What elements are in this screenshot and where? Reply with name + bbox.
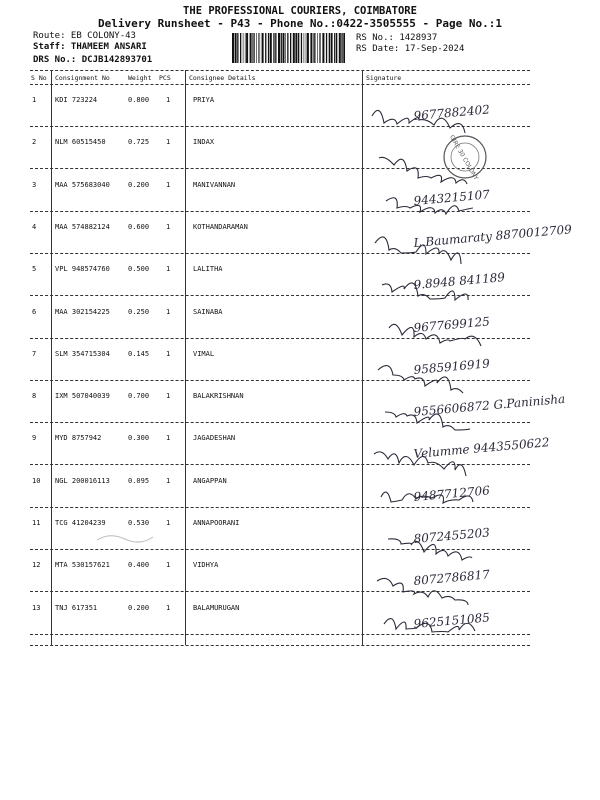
rs-date: RS Date: 17-Sep-2024 — [356, 44, 465, 54]
row-consignee-name: LALITHA — [193, 265, 223, 274]
row-weight: 0.800 — [128, 96, 150, 104]
signature-phone: 9677699125 — [413, 313, 491, 335]
row-serial: 6 — [32, 307, 37, 316]
barcode-bar — [293, 33, 295, 63]
row-pcs: 1 — [166, 307, 171, 316]
barcode-bar — [250, 33, 252, 63]
barcode-bar — [331, 33, 333, 63]
barcode-bar — [317, 33, 318, 63]
barcode-bar — [285, 33, 286, 63]
barcode-bar — [243, 33, 244, 63]
signature-phone: Velumme 9443550622 — [413, 435, 551, 462]
barcode-bar — [307, 33, 309, 63]
signature-phone: 9625151085 — [413, 609, 491, 631]
barcode-bar — [313, 33, 314, 63]
row-serial: 9 — [32, 434, 37, 443]
signature-mark — [366, 588, 600, 650]
row-consignment-no: IXM 507040039 — [55, 392, 110, 401]
barcode-bar — [310, 33, 312, 63]
row-consignee-name: MANIVANNAN — [193, 180, 236, 189]
row-consignment-no: MAA 575683040 — [55, 180, 110, 189]
col-divider — [362, 70, 363, 645]
barcode-bar — [237, 33, 238, 63]
barcode-bar — [301, 33, 302, 63]
row-consignee-name: ANGAPPAN — [193, 476, 227, 485]
route-label: Route: EB COLONY-43 — [33, 31, 136, 41]
row-serial: 7 — [32, 349, 37, 358]
col-divider — [51, 70, 52, 645]
barcode-image — [232, 33, 345, 63]
barcode-bar — [245, 33, 246, 63]
signature-phone: 9443215107 — [413, 186, 491, 208]
col-divider — [185, 70, 186, 645]
barcode-bar — [262, 33, 264, 63]
row-pcs: 1 — [166, 138, 171, 147]
row-serial: 12 — [32, 561, 41, 570]
rs-number: RS No.: 1428937 — [356, 33, 438, 43]
row-pcs: 1 — [166, 180, 171, 189]
barcode-bar — [329, 33, 330, 63]
barcode-bar — [304, 33, 305, 63]
row-consignee-name: ANNAPOORANI — [193, 519, 240, 527]
barcode-bar — [265, 33, 266, 63]
col-header-consignment: Consignment No — [55, 74, 110, 82]
table-top-rule — [30, 70, 530, 71]
barcode-bar — [235, 33, 237, 63]
row-consignment-no: SLM 354715304 — [55, 349, 110, 358]
row-weight: 0.700 — [128, 392, 150, 401]
row-weight: 0.200 — [128, 603, 150, 612]
barcode-bar — [273, 33, 274, 63]
row-weight: 0.530 — [128, 519, 150, 527]
row-serial: 10 — [32, 476, 41, 485]
row-consignee-name: INDAX — [193, 138, 215, 147]
barcode-bar — [270, 33, 272, 63]
row-pcs: 1 — [166, 561, 171, 570]
staff-label: Staff: THAMEEM ANSARI — [33, 42, 147, 52]
col-header-signature: Signature — [366, 74, 402, 82]
row-serial: 1 — [32, 96, 37, 104]
round-stamp — [440, 132, 490, 182]
barcode-bar — [256, 33, 257, 63]
row-pcs: 1 — [166, 603, 171, 612]
row-consignment-no: MYD 8757942 — [55, 434, 102, 443]
smudge-mark — [95, 530, 155, 548]
col-header-pcs: PCS — [159, 74, 171, 82]
row-consignment-no: NLM 60515450 — [55, 138, 106, 147]
barcode-bar — [278, 33, 280, 63]
row-pcs: 1 — [166, 222, 171, 231]
col-header-weight: Weight — [128, 74, 152, 82]
row-consignee-name: BALAMURUGAN — [193, 603, 240, 612]
barcode-bar — [290, 33, 291, 63]
signature-phone: 8072786817 — [413, 567, 491, 589]
barcode-bar — [283, 33, 285, 63]
barcode-bar — [232, 33, 234, 63]
drs-number: DRS No.: DCJB142893701 — [33, 55, 153, 65]
row-serial: 2 — [32, 138, 37, 147]
row-pcs: 1 — [166, 476, 171, 485]
barcode-bar — [343, 33, 345, 63]
row-consignee-name: SAINABA — [193, 307, 223, 316]
col-header-sno: S No — [31, 74, 47, 82]
row-consignee-name: PRIYA — [193, 96, 215, 104]
runsheet-title: Delivery Runsheet - P43 - Phone No.:0422-3505555 - Page No.:1 — [98, 17, 502, 30]
row-weight: 0.300 — [128, 434, 150, 443]
row-consignment-no: KDI 723224 — [55, 96, 98, 104]
row-serial: 8 — [32, 392, 37, 401]
col-header-consignee: Consignee Details — [189, 74, 256, 82]
row-serial: 4 — [32, 222, 37, 231]
barcode-bar — [258, 33, 259, 63]
barcode-bar — [295, 33, 297, 63]
row-weight: 0.400 — [128, 561, 150, 570]
barcode-bar — [320, 33, 321, 63]
signature-phone: 8072455203 — [413, 525, 491, 546]
barcode-bar — [260, 33, 261, 63]
barcode-bar — [268, 33, 269, 63]
barcode-bar — [339, 33, 341, 63]
barcode-bar — [336, 33, 337, 63]
signature-phone: 9487712706 — [413, 483, 491, 504]
row-weight: 0.725 — [128, 138, 150, 147]
signature-phone: 9.8948 841189 — [413, 270, 506, 293]
row-consignment-no: MTA 530157621 — [55, 561, 110, 570]
barcode-bar — [253, 33, 254, 63]
barcode-bar — [298, 33, 299, 63]
row-pcs: 1 — [166, 434, 171, 443]
row-weight: 0.250 — [128, 307, 150, 316]
row-serial: 3 — [32, 180, 37, 189]
row-consignee-name: VIDHYA — [193, 561, 219, 570]
row-consignee-name: JAGADESHAN — [193, 434, 236, 443]
row-weight: 0.600 — [128, 222, 150, 231]
row-pcs: 1 — [166, 96, 171, 104]
barcode-bar — [314, 33, 315, 63]
row-consignment-no: VPL 948574760 — [55, 265, 110, 274]
barcode-bar — [319, 33, 320, 63]
row-weight: 0.095 — [128, 476, 150, 485]
row-weight: 0.500 — [128, 265, 150, 274]
barcode-bar — [275, 33, 276, 63]
signature-phone: 9585916919 — [413, 356, 491, 377]
row-consignee-name: KOTHANDARAMAN — [193, 222, 248, 231]
barcode-bar — [322, 33, 324, 63]
barcode-bar — [281, 33, 282, 63]
row-consignee-name: BALAKRISHNAN — [193, 392, 244, 401]
barcode-bar — [306, 33, 307, 63]
row-consignment-no: NGL 200016113 — [55, 476, 110, 485]
barcode-bar — [334, 33, 335, 63]
row-consignee-name: VIMAL — [193, 349, 215, 358]
row-pcs: 1 — [166, 349, 171, 358]
row-weight: 0.145 — [128, 349, 150, 358]
row-consignment-no: MAA 302154225 — [55, 307, 110, 316]
barcode-bar — [341, 33, 342, 63]
row-serial: 13 — [32, 603, 41, 612]
stamp-text: GIRE 30 COLONY — [447, 134, 480, 182]
row-weight: 0.200 — [128, 180, 150, 189]
company-title: THE PROFESSIONAL COURIERS, COIMBATORE — [183, 5, 417, 17]
barcode-bar — [326, 33, 327, 63]
barcode-bar — [252, 33, 253, 63]
row-pcs: 1 — [166, 392, 171, 401]
row-consignment-no: TNJ 617351 — [55, 603, 98, 612]
row-consignment-no: TCG 41204239 — [55, 519, 106, 527]
barcode-bar — [240, 33, 241, 63]
row-serial: 11 — [32, 519, 41, 527]
signature-phone: 9677882402 — [413, 102, 491, 123]
signature-phone: 9556606872 G.Paninisha — [413, 391, 566, 420]
table-bottom-rule — [30, 645, 530, 646]
barcode-bar — [287, 33, 288, 63]
signature-phone: L.Baumaraty 8870012709 — [413, 222, 573, 250]
row-serial: 5 — [32, 265, 37, 274]
row-pcs: 1 — [166, 265, 171, 274]
row-consignment-no: MAA 574882124 — [55, 222, 110, 231]
row-pcs: 1 — [166, 519, 171, 527]
barcode-bar — [246, 33, 248, 63]
